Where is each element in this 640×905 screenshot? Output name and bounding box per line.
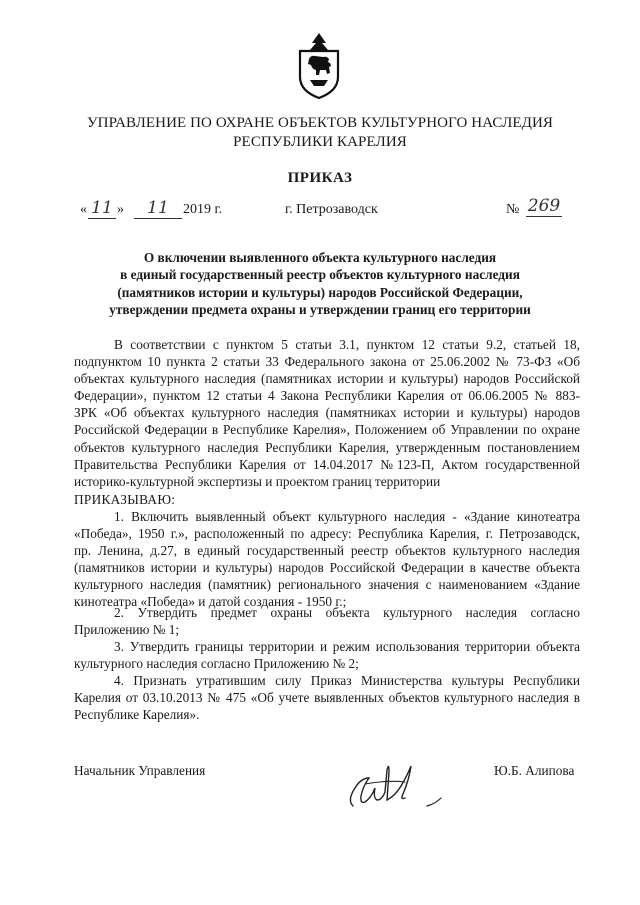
signatory-position: Начальник Управления: [74, 763, 206, 778]
item-line: «Победа», 1950 г.», расположенный по адресу: Республика Карелия, г. Петрозаводск,: [74, 526, 580, 542]
preamble-line: В соответствии с пунктом 5 статьи 3.1, пунктом 12 статьи 9.2, статьей 18,: [114, 337, 580, 352]
preamble-line: Правительства Республики Карелия от 14.04.2017 №123-П, Актом государственной: [74, 456, 580, 472]
item-line: 2. Утвердить предмет охраны объекта культурного наследия согласно: [114, 605, 580, 620]
preamble-line: историко-культурной экспертизы и проектом границ территории: [74, 473, 441, 489]
item-line: Приложению № 1;: [74, 622, 180, 638]
subject-line: в единый государственный реестр объектов культурного наследия: [120, 267, 520, 283]
date-day: 11: [88, 198, 116, 219]
subject-line: О включении выявленного объекта культурного наследия: [143, 250, 497, 265]
item-line: 1. Включить выявленный объект культурного наследия - «Здание кинотеатра: [114, 509, 580, 524]
document-number: 269: [527, 196, 561, 216]
document-number-label: №: [506, 202, 520, 217]
decree-item-2: [74, 604, 580, 638]
date-quote-close: »: [117, 202, 124, 217]
subject-line: утверждении предмета охраны и утверждении границ его территории: [109, 301, 531, 317]
organization-name-line-1: УПРАВЛЕНИЕ ПО ОХРАНЕ ОБЪЕКТОВ КУЛЬТУРНОГО НАСЛЕДИЯ: [86, 115, 554, 131]
item-line: 4. Признать утратившим силу Приказ Министерства культуры Республики: [114, 673, 580, 688]
preamble-line: объектов культурного наследия Республики Карелия, утвержденным постановлением: [74, 439, 580, 455]
document-subject: [70, 249, 570, 318]
item-line: 3. Утвердить границы территории и режим использования территории объекта: [114, 639, 580, 654]
item-line: культурного наследия согласно Приложению № 2;: [74, 656, 359, 672]
date-year: 2019 г.: [183, 202, 223, 217]
item-line: Карелия от 03.10.2013 № 475 «Об учете выявленных объектов культурного наследия в: [74, 690, 580, 706]
preamble-line: Федерации», пунктом 12 статьи 4 Закона Республики Карелия от 06.06.2005 № 883-: [74, 388, 580, 404]
date-quote-open: «: [80, 202, 87, 217]
preamble-line: Российской Федерации в Республике Карелия», Положением об Управлении по охране: [74, 422, 580, 438]
document-title: ПРИКАЗ: [287, 170, 353, 186]
preamble-line: объектах культурного наследия (памятниках истории и культуры) народов Российской: [74, 371, 580, 387]
preamble-line: ЗРК «Об объектах культурного наследия (памятниках истории и культуры) народов: [74, 405, 580, 421]
subject-line: (памятников истории и культуры) народов Российской Федерации,: [117, 284, 523, 300]
item-line: культурного наследия (памятник) регионального значения с наименованием «Здание: [74, 577, 580, 593]
document-city: г. Петрозаводск: [285, 202, 378, 217]
decree-item-4: [74, 672, 580, 723]
preamble-paragraph: [74, 336, 580, 490]
item-line: пр. Ленина, д.27, в единый государственный реестр объектов культурного наследия: [74, 543, 580, 559]
signatory-name: Ю.Б. Алипова: [494, 763, 575, 778]
date-month: 11: [134, 198, 182, 219]
item-line: Республике Карелия».: [74, 707, 200, 723]
preamble-line: подпунктом 10 пункта 2 статьи 33 Федерального закона от 25.06.2002 № 73-ФЗ «Об: [74, 354, 580, 370]
decree-item-1: [74, 508, 580, 611]
decree-item-3: [74, 638, 580, 672]
handwritten-signature-icon: [335, 748, 465, 818]
decree-word: ПРИКАЗЫВАЮ:: [74, 492, 176, 507]
organization-name-line-2: РЕСПУБЛИКИ КАРЕЛИЯ: [233, 134, 407, 150]
item-line: (памятников истории и культуры) народов Российской Федерации в качестве объекта: [74, 560, 580, 576]
item-line: кинотеатра «Победа» и датой создания - 1950 г.;: [74, 594, 347, 610]
karelia-coat-of-arms-icon: [297, 33, 341, 99]
